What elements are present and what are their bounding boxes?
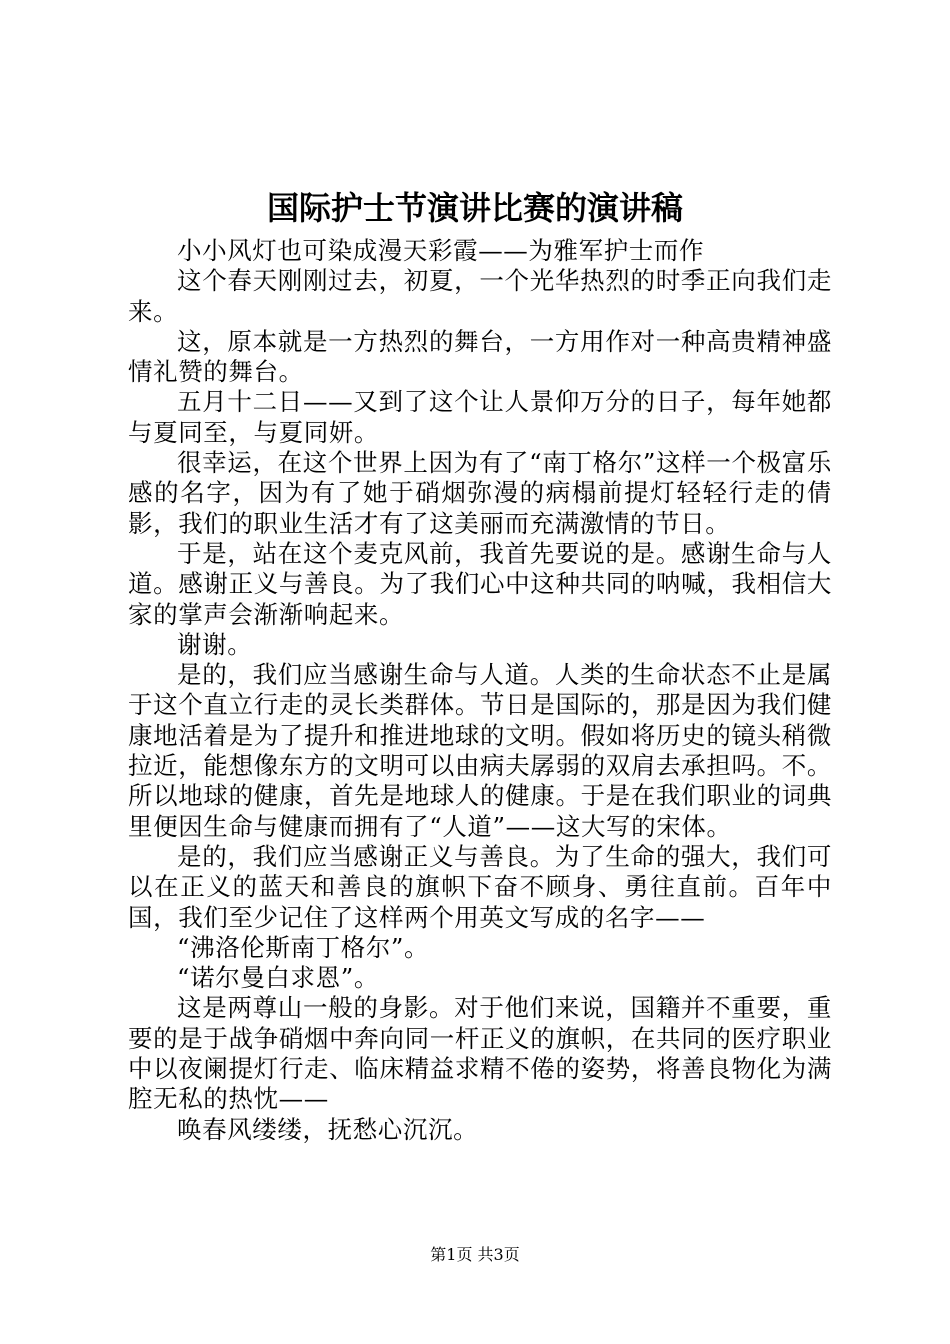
paragraph: 谢谢。 (177, 629, 253, 659)
paragraph: 于是，站在这个麦克风前，我首先要说的是。感谢生命与人道。感谢正义与善良。为了我们心中这种共同的呐喊，我相信大家的掌声会渐渐响起来。 (128, 538, 832, 629)
paragraph: 唤春风缕缕，抚愁心沉沉。 (177, 1114, 479, 1144)
paragraph: 小小风灯也可染成漫天彩霞——为雅军护士而作 (177, 236, 705, 265)
paragraph: “诺尔曼白求恩”。 (177, 963, 379, 993)
paragraph: 这是两尊山一般的身影。对于他们来说，国籍并不重要，重要的是于战争硝烟中奔向同一杆正义的旗帜，在共同的医疗职业中以夜阑提灯行走、临床精益求精不倦的姿势，将善良物化为满腔无私的热忱—— (128, 993, 832, 1114)
paragraph: 是的，我们应当感谢正义与善良。为了生命的强大，我们可以在正义的蓝天和善良的旗帜下奋不顾身、勇往直前。百年中国，我们至少记住了这样两个用英文写成的名字—— (128, 841, 832, 932)
document-title: 国际护士节演讲比赛的演讲稿 (266, 189, 683, 227)
paragraph: 这，原本就是一方热烈的舞台，一方用作对一种高贵精神盛情礼赞的舞台。 (128, 326, 832, 387)
document-body (128, 236, 832, 1145)
paragraph: “沸洛伦斯南丁格尔”。 (177, 932, 430, 962)
paragraph: 是的，我们应当感谢生命与人道。人类的生命状态不止是属于这个直立行走的灵长类群体。节日是国际的，那是因为我们健康地活着是为了提升和推进地球的文明。假如将历史的镜头稍微拉近，能想像东方的文明可以由病夫孱弱的双肩去承担吗。不。所以地球的健康，首先是地球人的健康。于是在我们职业的词典里便因生命与健康而拥有了“人道”——这大写的宋体。 (128, 660, 832, 841)
paragraph: 很幸运，在这个世界上因为有了“南丁格尔”这样一个极富乐感的名字，因为有了她于硝烟弥漫的病榻前提灯轻轻行走的倩影，我们的职业生活才有了这美丽而充满激情的节日。 (128, 448, 832, 538)
page-number-footer: 第1页 共3页 (430, 1245, 520, 1264)
paragraph: 五月十二日——又到了这个让人景仰万分的日子，每年她都与夏同至，与夏同妍。 (128, 387, 832, 447)
paragraph: 这个春天刚刚过去，初夏，一个光华热烈的时季正向我们走来。 (128, 266, 832, 326)
